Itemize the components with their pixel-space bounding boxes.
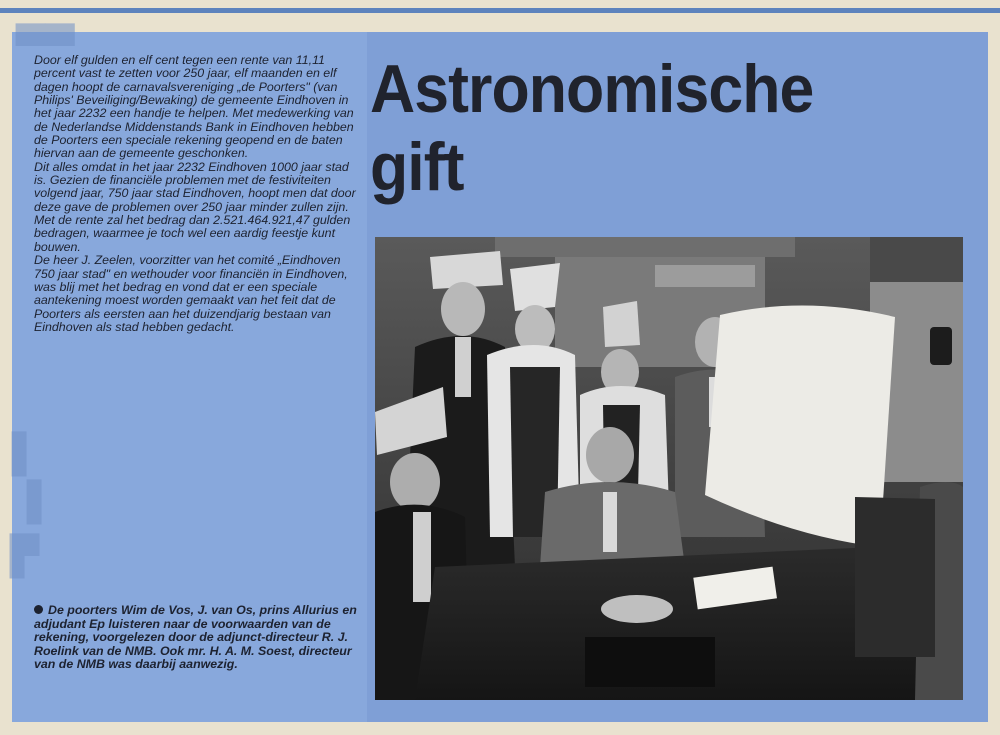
- photo-illustration: [375, 237, 963, 700]
- photo-caption: [34, 604, 364, 672]
- show-through-shape: ▛: [10, 534, 40, 578]
- article-panel: [10, 24, 988, 722]
- show-through-shape: ▀▀: [16, 24, 75, 68]
- bullet-icon: [34, 605, 43, 614]
- news-photo: [375, 237, 963, 700]
- body-paragraph: Dit alles omdat in het jaar 2232 Eindhoven 1000 jaar stad is. Gezien de financiële problemen met de festiviteiten volgend jaar, 750 jaar stad Eindhoven, hoopt men dat door deze gave de problemen over 250 jaar minder zullen zijn. Met de rente zal het bedrag dan 2.521.464.921,47 gulden bedragen, waarmee je toch wel een aardig feestje kunt bouwen.: [34, 159, 356, 254]
- body-paragraph: Door elf gulden en elf cent tegen een rente van 11,11 percent vast te zetten voor 250 jaar, elf maanden en elf dagen hoopt de carnavalsvereniging „de Poorters" (van Philips' Beveiliging/Bewaking) de gemeente Eindhoven in het jaar 2232 een handje te helpen. Met medewerking van de Nederlandse Middenstands Bank in Eindhoven hebben de Poorters een speciale rekening geopend en de baten hiervan aan de gemeente geschonken.: [34, 53, 354, 161]
- show-through-shape: ▌: [12, 432, 42, 476]
- headline: [370, 50, 922, 206]
- show-through-shape: ▐: [12, 480, 42, 524]
- caption-text: De poorters Wim de Vos, J. van Os, prins Allurius en adjudant Ep luisteren naar de voorwaarden van de rekening, voorgelezen door de adjunct-directeur R. J. Roelink van de NMB. Ook mr. H. A. M. Soest, directeur van de NMB was daarbij aanwezig.: [34, 603, 357, 672]
- article-body: [34, 54, 364, 334]
- headline-line: gift: [370, 129, 464, 205]
- body-paragraph: De heer J. Zeelen, voorzitter van het comité „Eindhoven 750 jaar stad" en wethouder voor financiën in Eindhoven, was blij met het bedrag en vond dat er een speciale aantekening moest worden gemaakt van het feit dat de Poorters als eersten aan het duizendjarig bestaan van Eindhoven als stad hebben gedacht.: [34, 253, 348, 334]
- top-rule: [0, 8, 1000, 13]
- headline-line: Astronomische: [370, 51, 814, 127]
